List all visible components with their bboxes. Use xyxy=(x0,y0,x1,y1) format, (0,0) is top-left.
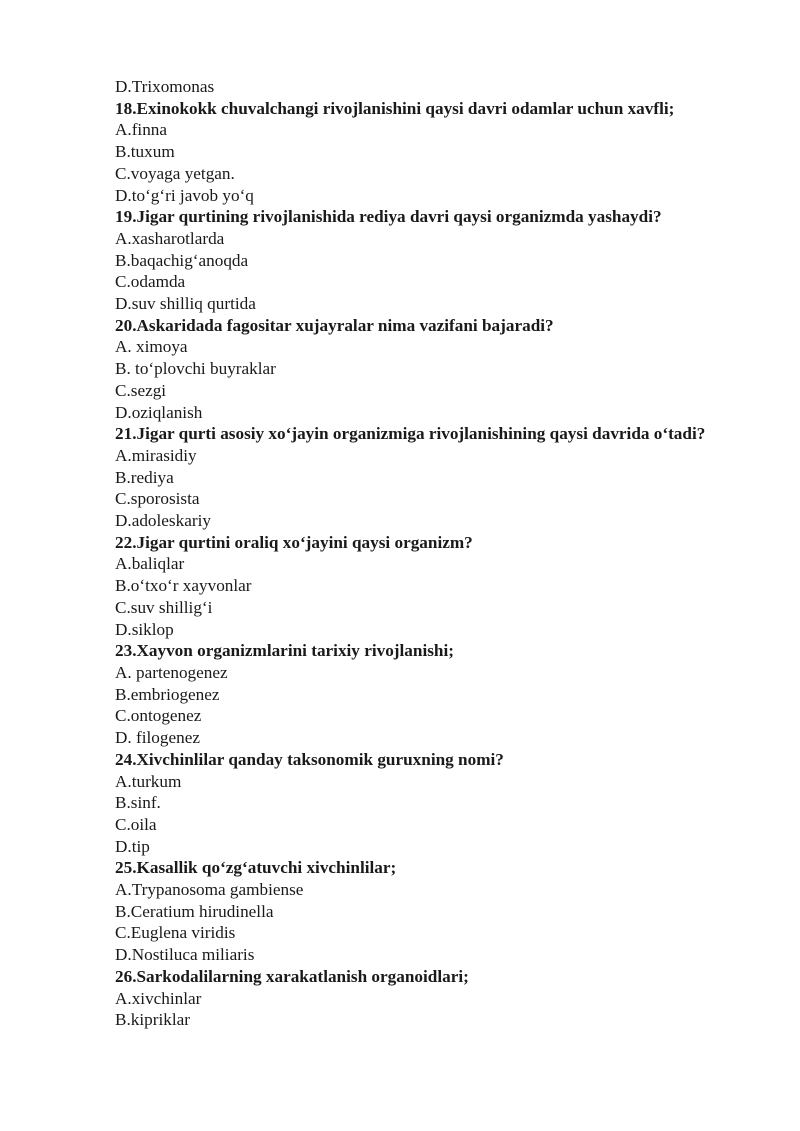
option-20-a: A. ximoya xyxy=(115,337,188,357)
option-24-b: B.sinf. xyxy=(115,793,161,813)
option-21-b: B.rediya xyxy=(115,467,174,487)
option-24-c: C.oila xyxy=(115,814,157,834)
option-25-c: C.Euglena viridis xyxy=(115,923,236,943)
question-23: 23.Xayvon organizmlarini tarixiy rivojlanishi; xyxy=(115,641,454,661)
question-19: 19.Jigar qurtining rivojlanishida rediya davri qaysi organizmda yashaydi? xyxy=(115,207,662,227)
option-18-d: D.to‘g‘ri javob yo‘q xyxy=(115,185,254,205)
option-19-b: B.baqachig‘anoqda xyxy=(115,250,249,270)
option-21-c: C.sporosista xyxy=(115,489,200,509)
option-18-a: A.finna xyxy=(115,120,168,140)
option-22-a: A.baliqlar xyxy=(115,554,185,574)
option-21-a: A.mirasidiy xyxy=(115,445,197,465)
question-22: 22.Jigar qurtini oraliq xo‘jayini qaysi organizm? xyxy=(115,532,473,552)
option-21-d: D.adoleskariy xyxy=(115,511,211,531)
option-19-c: C.odamda xyxy=(115,272,186,292)
option-24-a: A.turkum xyxy=(115,771,182,791)
option-22-d: D.siklop xyxy=(115,619,174,639)
option-25-a: A.Trypanosoma gambiense xyxy=(115,880,304,900)
question-18: 18.Exinokokk chuvalchangi rivojlanishini qaysi davri odamlar uchun xavfli; xyxy=(115,98,675,118)
option-26-b: B.kipriklar xyxy=(115,1010,190,1030)
option-19-a: A.xasharotlarda xyxy=(115,228,225,248)
option-22-c: C.suv shillig‘i xyxy=(115,597,213,617)
option-24-d: D.tip xyxy=(115,836,150,856)
question-24: 24.Xivchinlilar qanday taksonomik guruxning nomi? xyxy=(115,749,504,769)
document-page xyxy=(115,76,755,1031)
option-23-c: C.ontogenez xyxy=(115,706,202,726)
option-20-b: B. to‘plovchi buyraklar xyxy=(115,359,276,379)
option-23-a: A. partenogenez xyxy=(115,662,228,682)
question-25: 25.Kasallik qo‘zg‘atuvchi xivchinlilar; xyxy=(115,858,397,878)
option-25-d: D.Nostiluca miliaris xyxy=(115,945,255,965)
option-26-a: A.xivchinlar xyxy=(115,988,202,1008)
option-18-prev-d: D.Trixomonas xyxy=(115,77,215,96)
question-20: 20.Askaridada fagositar xujayralar nima vazifani bajaradi? xyxy=(115,315,554,335)
question-26: 26.Sarkodalilarning xarakatlanish organoidlari; xyxy=(115,966,469,986)
option-18-c: C.voyaga yetgan. xyxy=(115,163,235,183)
option-25-b: B.Ceratium hirudinella xyxy=(115,901,274,921)
option-20-c: C.sezgi xyxy=(115,380,167,400)
option-19-d: D.suv shilliq qurtida xyxy=(115,294,256,314)
option-22-b: B.o‘txo‘r xayvonlar xyxy=(115,576,252,596)
option-23-b: B.embriogenez xyxy=(115,684,220,704)
question-21: 21.Jigar qurti asosiy xo‘jayin organizmiga rivojlanishining qaysi davrida o‘tadi? xyxy=(115,424,706,444)
option-20-d: D.oziqlanish xyxy=(115,402,203,422)
option-18-b: B.tuxum xyxy=(115,142,175,162)
option-23-d: D. filogenez xyxy=(115,728,200,748)
